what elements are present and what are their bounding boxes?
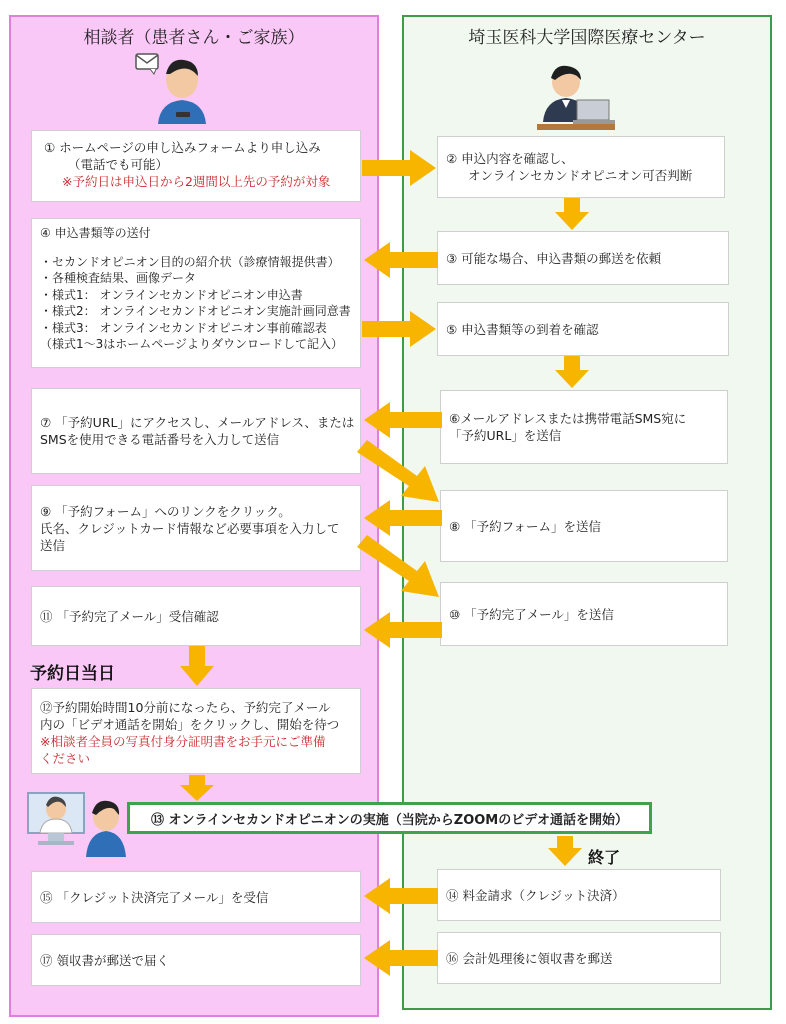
step-8-box <box>440 490 728 562</box>
step-10-line-1: ⑩ 「予約完了メール」を送信 <box>449 606 614 622</box>
step-9-line-2: 氏名、クレジットカード情報など必要事項を入力して <box>40 520 340 536</box>
applicant-column-title: 相談者（患者さん・ご家族） <box>83 28 305 48</box>
step-3-line-1: ③ 可能な場合、申込書類の郵送を依頼 <box>446 250 662 266</box>
step-15-line-1: ⑮ 「クレジット決済完了メール」を受信 <box>40 889 269 905</box>
staff-at-laptop-icon <box>533 60 619 132</box>
step-12-note-1: ※相談者全員の写真付身分証明書をお手元にご準備 <box>40 734 326 749</box>
step-14-box <box>437 869 721 921</box>
arrow-step13-to-step14 <box>548 836 582 866</box>
step-14-line-1: ⑭ 料金請求（クレジット決済） <box>446 887 625 903</box>
step-3-box <box>437 231 729 285</box>
step-4-line-6: （様式1～3はホームページよりダウンロードして記入） <box>40 337 344 351</box>
arrow-step11-to-step12 <box>180 646 214 686</box>
arrow-step3-to-step4 <box>362 242 438 278</box>
arrow-step12-to-step13 <box>180 775 214 801</box>
step-1-box <box>31 130 361 202</box>
step-4-line-4: ・様式2： オンラインセカンドオピニオン実施計画同意書 <box>40 304 351 318</box>
step-13-box <box>127 802 652 834</box>
video-call-icon <box>22 787 132 857</box>
step-2-line-1: ② 申込内容を確認し、 <box>446 151 574 166</box>
step-1-line-1: ① ホームページの申し込みフォームより申し込み <box>44 140 321 155</box>
step-12-line-1: ⑫予約開始時間10分前になったら、予約完了メール <box>40 700 331 715</box>
arrow-step5-to-step6 <box>555 356 589 388</box>
arrow-step6-to-step7 <box>362 402 442 438</box>
person-with-phone-icon <box>130 50 210 124</box>
step-17-box <box>31 934 361 986</box>
step-1-line-2: （電話でも可能） <box>68 157 169 172</box>
step-16-line-1: ⑯ 会計処理後に領収書を郵送 <box>446 950 613 966</box>
step-11-box <box>31 586 361 646</box>
end-label: 終了 <box>588 848 621 867</box>
arrow-step4-to-step5 <box>362 311 438 347</box>
step-1-note: ※予約日は申込日から2週間以上先の予約が対象 <box>62 174 331 189</box>
step-5-line-1: ⑤ 申込書類等の到着を確認 <box>446 321 599 337</box>
appointment-day-label: 予約日当日 <box>30 664 115 684</box>
step-12-box <box>31 688 361 774</box>
step-4-line-2: ・各種検査結果、画像データ <box>40 271 197 285</box>
step-10-box <box>440 582 728 646</box>
arrow-step10-to-step11 <box>362 612 442 648</box>
hospital-column-title: 埼玉医科大学国際医療センター <box>468 28 706 48</box>
step-12-line-2: 内の「ビデオ通話を開始」をクリックし、開始を待つ <box>40 717 340 732</box>
arrow-step14-to-step15 <box>362 878 438 914</box>
arrow-step7-to-step8 <box>355 440 440 505</box>
arrow-step9-to-step10 <box>355 535 440 600</box>
step-4-box <box>31 218 361 368</box>
step-15-box <box>31 871 361 923</box>
step-4-line-1: ・セカンドオピニオン目的の紹介状（診療情報提供書） <box>40 254 340 269</box>
step-13-text: ⑬ オンラインセカンドオピニオンの実施（当院からZOOMのビデオ通話を開始） <box>151 812 628 828</box>
step-6-box <box>440 390 728 464</box>
step-4-line-5: ・様式3： オンラインセカンドオピニオン事前確認表 <box>40 320 327 335</box>
step-9-box <box>31 485 361 571</box>
step-12-note-2: ください <box>40 751 91 766</box>
arrow-step2-to-step3 <box>555 198 589 230</box>
step-5-box <box>437 302 729 356</box>
step-11-line-1: ⑪ 「予約完了メール」受信確認 <box>40 608 219 624</box>
step-2-line-2: オンラインセカンドオピニオン可否判断 <box>468 168 693 183</box>
step-6-line-1: ⑥メールアドレスまたは携帯電話SMS宛に <box>449 411 687 426</box>
step-9-line-3: 送信 <box>40 537 66 553</box>
step-4-line-3: ・様式1： オンラインセカンドオピニオン申込書 <box>40 287 303 302</box>
arrow-step16-to-step17 <box>362 940 438 976</box>
arrow-step8-to-step9 <box>362 500 442 536</box>
step-6-line-2: 「予約URL」を送信 <box>449 428 562 443</box>
step-9-line-1: ⑨ 「予約フォーム」へのリンクをクリック。 <box>40 503 291 519</box>
step-7-line-1: ⑦ 「予約URL」にアクセスし、メールアドレス、または <box>40 415 355 430</box>
step-2-box <box>437 136 725 198</box>
step-7-box <box>31 388 361 474</box>
step-16-box <box>437 932 721 984</box>
step-17-line-1: ⑰ 領収書が郵送で届く <box>40 952 169 968</box>
step-7-line-2: SMSを使用できる電話番号を入力して送信 <box>40 432 280 447</box>
step-4-heading: ④ 申込書類等の送付 <box>40 226 151 240</box>
step-8-line-1: ⑧ 「予約フォーム」を送信 <box>449 518 602 534</box>
arrow-step1-to-step2 <box>362 150 438 186</box>
